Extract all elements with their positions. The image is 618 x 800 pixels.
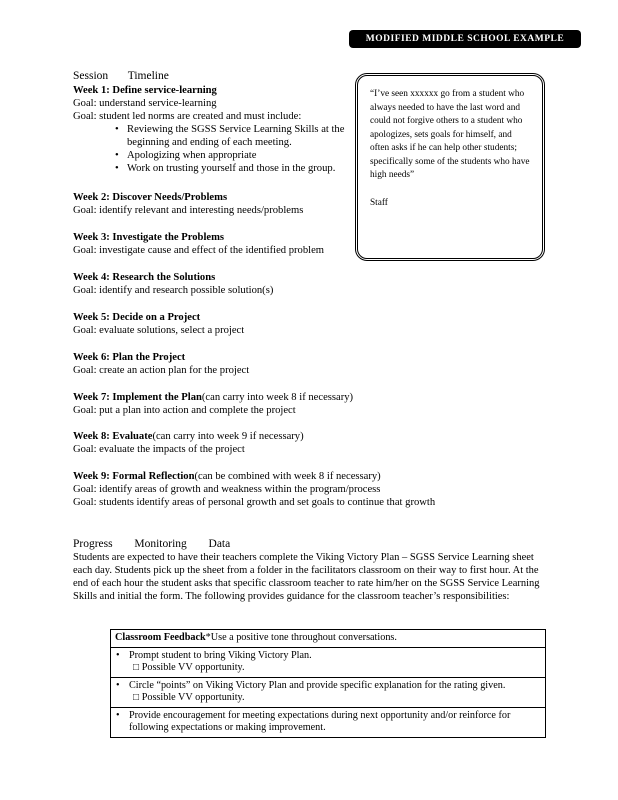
week-8-block — [73, 430, 473, 456]
week-7-note: (can carry into week 8 if necessary) — [201, 392, 354, 403]
week-9-note: (can be combined with week 8 if necessary) — [194, 471, 381, 482]
week-7-heading — [73, 391, 473, 404]
table-row — [111, 647, 546, 677]
feedback-item: • Circle “points” on Viking Victory Plan and provide specific explanation for the rating given. — [115, 680, 541, 693]
feedback-subitem-text: Possible VV opportunity. — [141, 662, 245, 673]
norm-item: • Reviewing the SGSS Service Learning Skills at the beginning and ending of each meeting. — [117, 123, 348, 149]
table-row — [111, 677, 546, 707]
feedback-heading-note: *Use a positive tone throughout conversations. — [205, 632, 397, 643]
feedback-subitem — [115, 692, 541, 705]
heading-data: Data — [208, 538, 231, 550]
feedback-subitem — [115, 662, 541, 675]
week-7-goal: Goal: put a plan into action and complete the project — [73, 405, 296, 416]
week-2-heading: Week 2: Discover Needs/Problems — [73, 192, 228, 203]
table-header-cell — [111, 630, 546, 648]
checkbox-glyph-icon: □ — [133, 692, 140, 703]
feedback-subitem-text: Possible VV opportunity. — [141, 692, 245, 703]
week-4-goal: Goal: identify and research possible solution(s) — [73, 285, 274, 296]
feedback-item: • Prompt student to bring Viking Victory Plan. — [115, 650, 541, 663]
heading-monitoring: Monitoring — [134, 538, 187, 550]
week-9-goal-2: Goal: students identify areas of personal growth and set goals to continue that growth — [73, 497, 436, 508]
week-9-heading — [73, 470, 543, 483]
week-1-norms-list — [73, 123, 348, 175]
week-1-goal-1: Goal: understand service-learning — [73, 98, 217, 109]
week-5-goal: Goal: evaluate solutions, select a project — [73, 325, 245, 336]
week-9-block — [73, 470, 543, 509]
week-2-goal: Goal: identify relevant and interesting needs/problems — [73, 205, 304, 216]
badge-text: MODIFIED MIDDLE SCHOOL EXAMPLE — [365, 34, 565, 44]
norm-item: • Apologizing when appropriate — [117, 149, 348, 162]
table-cell — [111, 677, 546, 707]
week-5-heading: Week 5: Decide on a Project — [73, 312, 201, 323]
feedback-heading: Classroom Feedback — [115, 632, 206, 643]
heading-session: Session — [73, 70, 109, 82]
week-9-goal-1: Goal: identify areas of growth and weakness within the program/process — [73, 484, 381, 495]
week-8-note: (can carry into week 9 if necessary) — [152, 431, 304, 442]
quote-text: “I’ve seen xxxxxx go from a student who always needed to have the last word and could not forgive others to a student who apologizes, sets goals for himself, and often asks if he can help other students; specifically some of the students who have high needs” — [370, 89, 530, 180]
week-6-heading: Week 6: Plan the Project — [73, 352, 186, 363]
classroom-feedback-table — [110, 629, 546, 738]
week-5-block — [73, 311, 343, 337]
table-cell — [111, 647, 546, 677]
week-1-goal-2: Goal: student led norms are created and must include: — [73, 111, 302, 122]
week-3-heading: Week 3: Investigate the Problems — [73, 232, 225, 243]
week-8-goal: Goal: evaluate the impacts of the project — [73, 444, 245, 455]
week-2-block — [73, 191, 343, 217]
week-9-title: Week 9: Formal Reflection — [73, 471, 195, 482]
staff-quote-box — [355, 73, 545, 261]
progress-paragraph: Students are expected to have their teachers complete the Viking Victory Plan – SGSS Service Learning sheet each day. Students pick up the sheet from a folder in the facilitators classroom on their way to first hour. At the end of each hour the student asks that specific classroom teacher to rate him/her on the SGSS Service Learning Skills and initial the form. The following provides guidance for the classroom teacher’s responsibilities: — [73, 552, 540, 602]
heading-progress: Progress — [73, 538, 113, 550]
progress-monitoring-heading — [73, 538, 230, 551]
week-6-block — [73, 351, 343, 377]
session-timeline-heading — [73, 70, 169, 83]
week-6-goal: Goal: create an action plan for the project — [73, 365, 250, 376]
checkbox-glyph-icon: □ — [133, 662, 140, 673]
week-7-block — [73, 391, 473, 417]
week-8-title: Week 8: Evaluate — [73, 431, 153, 442]
week-1-block — [73, 84, 348, 175]
week-3-goal: Goal: investigate cause and effect of the identified problem — [73, 245, 325, 256]
quote-signature: Staff — [370, 197, 388, 208]
heading-timeline: Timeline — [127, 70, 169, 82]
week-8-heading — [73, 430, 473, 443]
norm-item: • Work on trusting yourself and those in the group. — [117, 162, 348, 175]
week-4-heading: Week 4: Research the Solutions — [73, 272, 216, 283]
document-badge — [349, 30, 581, 48]
table-row — [111, 707, 546, 737]
week-1-heading: Week 1: Define service-learning — [73, 85, 217, 96]
week-3-block — [73, 231, 343, 257]
table-cell — [111, 707, 546, 737]
table-header-row — [111, 630, 546, 648]
week-4-block — [73, 271, 343, 297]
feedback-item: • Provide encouragement for meeting expectations during next opportunity and/or reinforce for following expectations or making improvement. — [115, 710, 541, 735]
week-7-title: Week 7: Implement the Plan — [73, 392, 202, 403]
